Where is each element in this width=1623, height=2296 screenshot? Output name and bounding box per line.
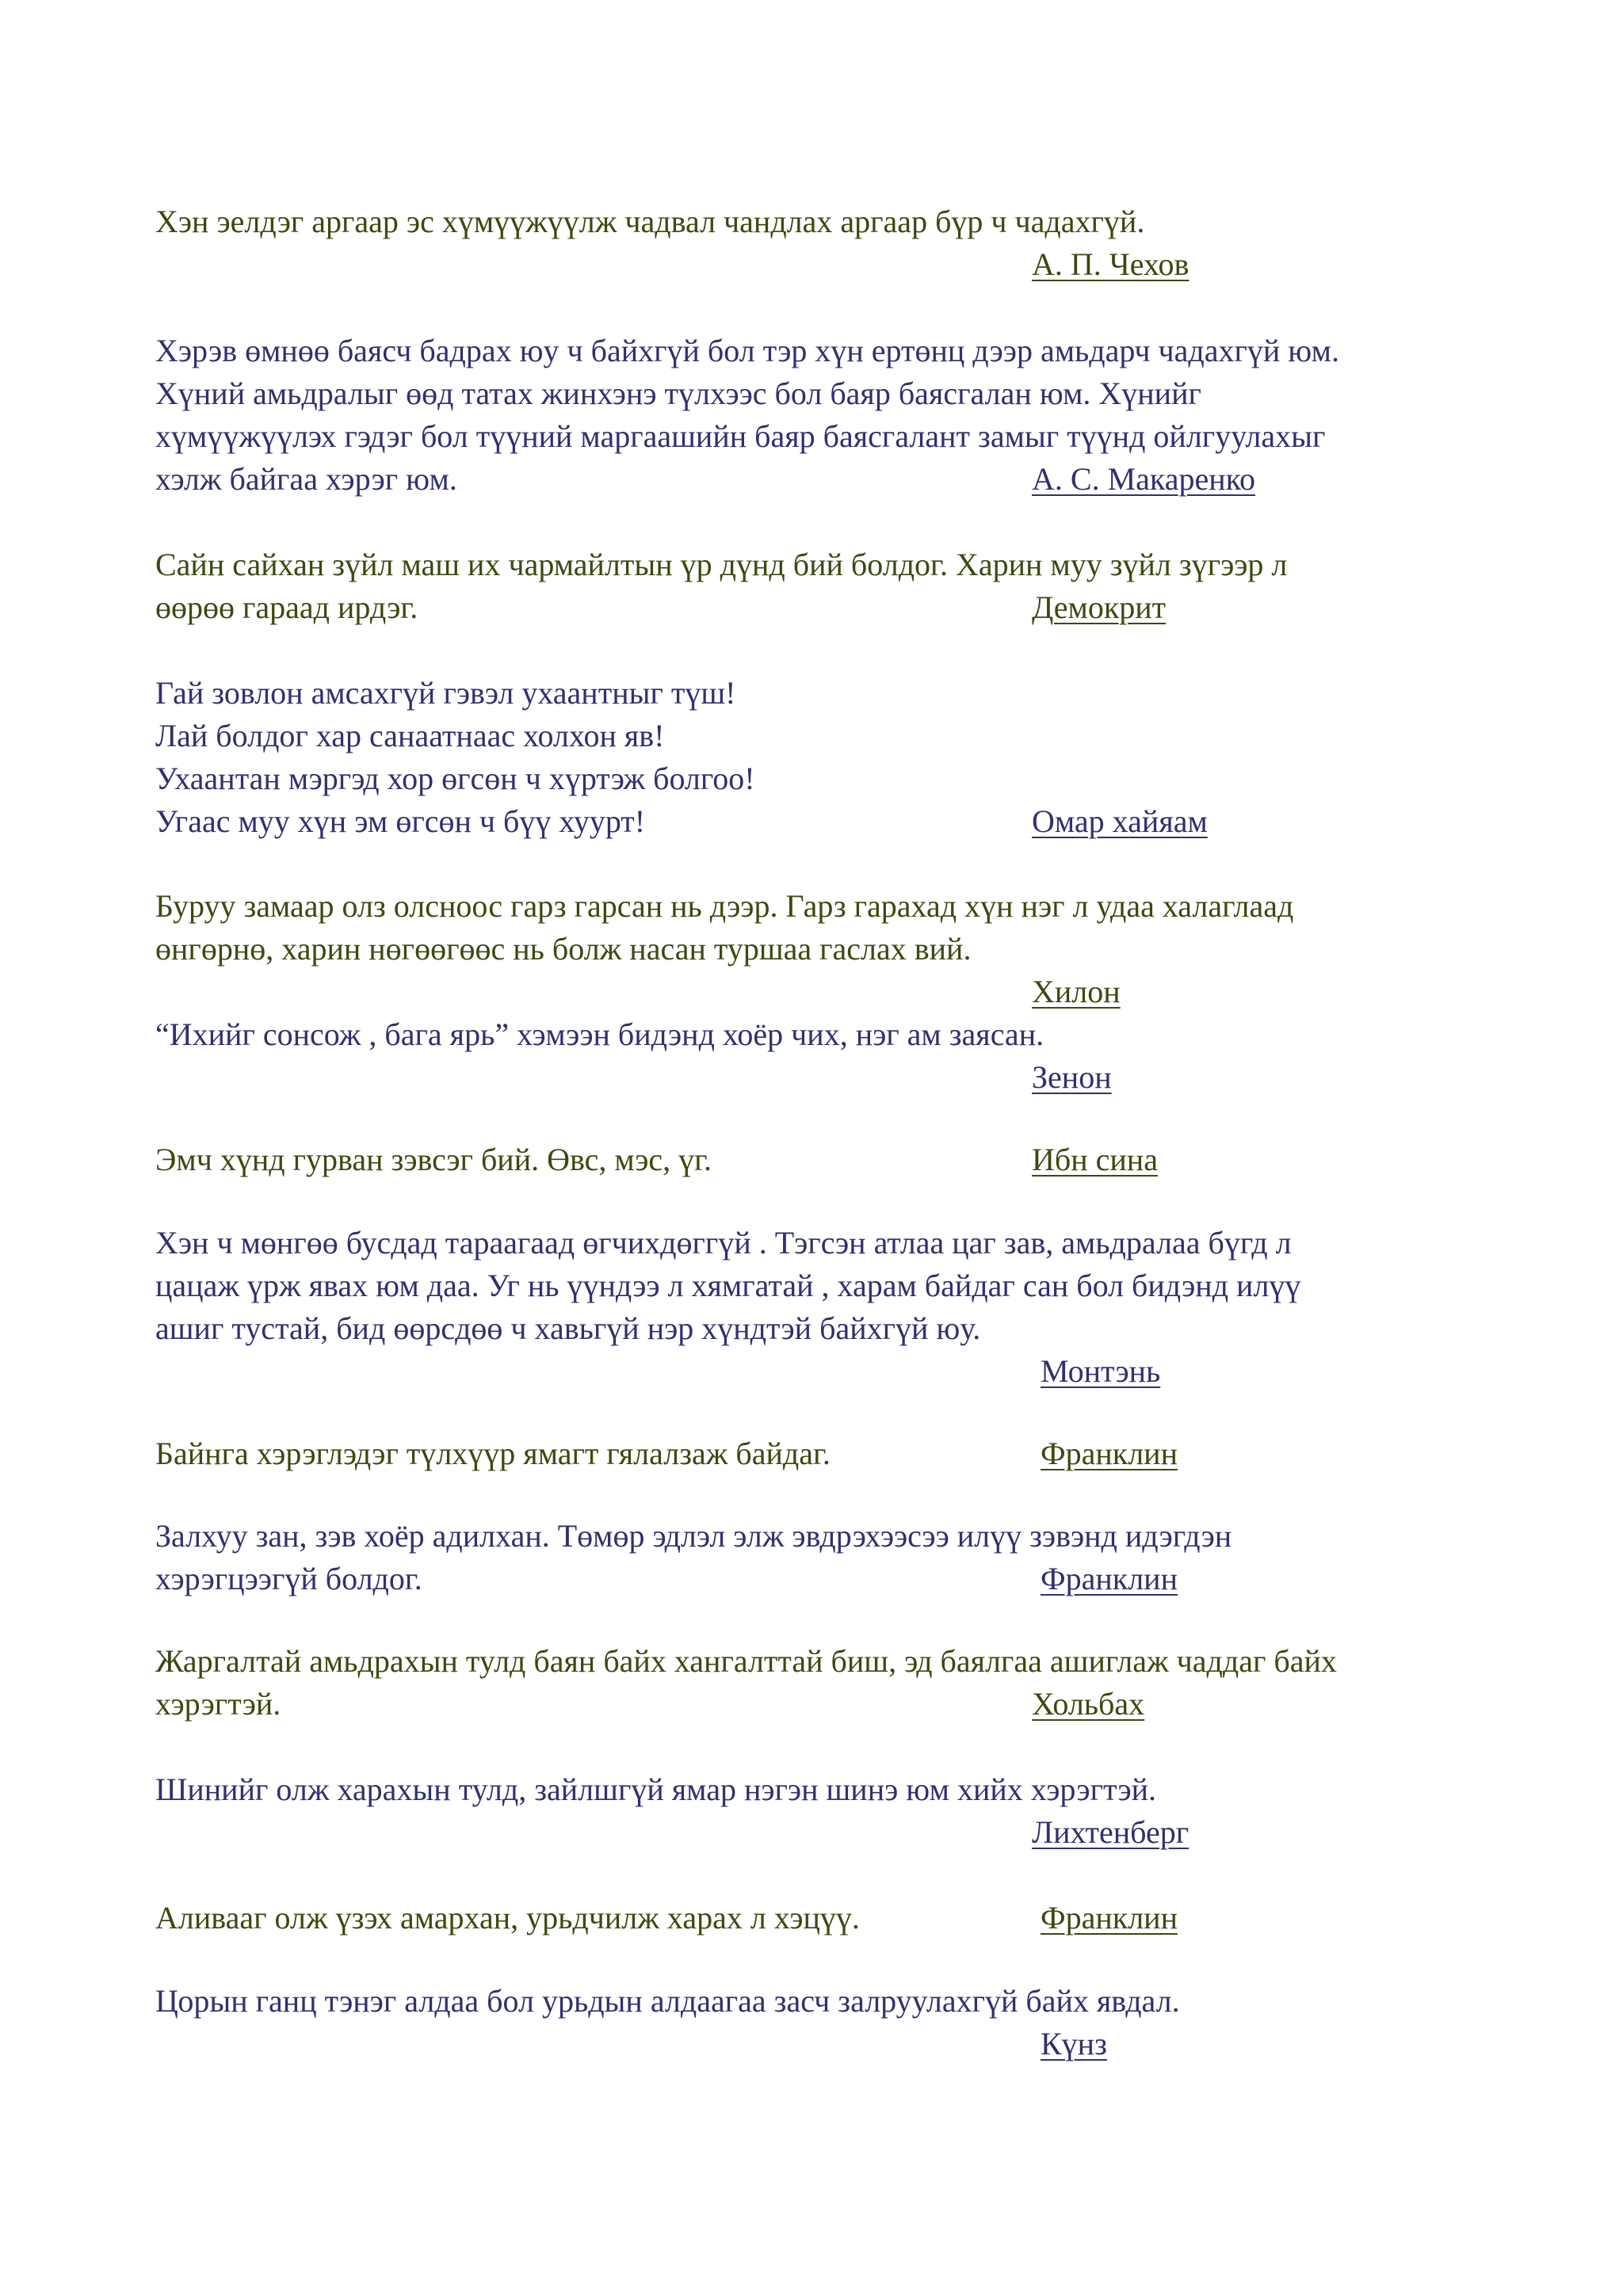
quote-text: өөрөө гараад ирдэг. (155, 589, 418, 625)
quote-text: Угаас муу хүн эм өгсөн ч бүү хуурт! (155, 803, 646, 839)
quote-text: ашиг тустай, бид өөрсдөө ч хавьгүй нэр хүндтэй байхгүй юу. (155, 1310, 981, 1346)
quote-author: Монтэнь (1041, 1353, 1161, 1389)
quote-author: Омар хайяам (1032, 803, 1208, 839)
quote-text: Аливааг олж үзэх амархан, урьдчилж харах л хэцүү. (155, 1900, 860, 1936)
quote-text: Цорын ганц тэнэг алдаа бол урьдын алдаагаа засч залруулахгүй байх явдал. (155, 1983, 1180, 2019)
quote-author: Күнз (1041, 2026, 1107, 2061)
quote-author: Франклин (1041, 1436, 1178, 1471)
quote-text: Эмч хүнд гурван зэвсэг бий. Өвс, мэс, үг. (155, 1142, 712, 1177)
quote-text: Хэн ч мөнгөө бусдад тараагаад өгчихдөггүй . Тэгсэн атлаа цаг зав, амьдралаа бүгд л (155, 1225, 1292, 1261)
quote-text: хэлж байгаа хэрэг юм. (155, 461, 457, 497)
quote-author: Хольбах (1032, 1686, 1145, 1722)
quote-author: А. П. Чехов (1032, 246, 1190, 282)
quote-text: хэрэгцээгүй болдог. (155, 1561, 422, 1596)
quote-text: Ухаантан мэргэд хор өгсөн ч хүртэж болгоо! (155, 761, 755, 796)
quote-text: цацаж үрж явах юм даа. Уг нь үүндээ л хямгатай , харам байдаг сан бол бидэнд илүү (155, 1268, 1301, 1303)
quote-text: Сайн сайхан зүйл маш их чармайлтын үр дүнд бий болдог. Харин муу зүйл зүгээр л (155, 547, 1288, 582)
quote-text: “Ихийг сонсож , бага ярь” хэмээн бидэнд хоёр чих, нэг ам заясан. (155, 1016, 1044, 1052)
quote-text: өнгөрнө, харин нөгөөгөөс нь болж насан туршаа гаслах вий. (155, 931, 972, 967)
quote-author: Демокрит (1032, 589, 1167, 625)
quote-text: Хэрэв өмнөө баясч бадрах юу ч байхгүй бол тэр хүн ертөнц дээр амьдарч чадахгүй юм. (155, 333, 1339, 368)
quote-author: Франклин (1041, 1561, 1178, 1596)
quote-text: Хүний амьдралыг өөд татах жинхэнэ түлхээс бол баяр баясгалан юм. Хүнийг (155, 376, 1201, 411)
quote-text: хүмүүжүүлэх гэдэг бол түүний маргаашийн баяр баясгалант замыг түүнд ойлгуулахыг (155, 418, 1326, 454)
quote-text: Шинийг олж харахын тулд, зайлшгүй ямар нэгэн шинэ юм хийх хэрэгтэй. (155, 1772, 1157, 1807)
quote-author: Франклин (1041, 1900, 1178, 1936)
quote-text: Хэн эелдэг аргаар эс хүмүүжүүлж чадвал чандлах аргаар бүр ч чадахгүй. (155, 204, 1145, 239)
quote-text: Буруу замаар олз олсноос гарз гарсан нь дээр. Гарз гарахад хүн нэг л удаа халаглаад (155, 888, 1294, 924)
quote-author: Зенон (1032, 1059, 1112, 1095)
quote-author: А. С. Макаренко (1032, 461, 1256, 497)
quote-text: Лай болдог хар санаатнаас холхон яв! (155, 718, 665, 753)
quote-author: Лихтенберг (1032, 1814, 1190, 1850)
quote-author: Ибн сина (1032, 1142, 1158, 1177)
quote-text: Залхуу зан, зэв хоёр адилхан. Төмөр эдлэл элж эвдрэхээсээ илүү зэвэнд идэгдэн (155, 1518, 1232, 1554)
quote-text: Жаргалтай амьдрахын тулд баян байх хангалттай биш, эд баялгаа ашиглаж чаддаг байх (155, 1643, 1337, 1679)
quote-text: хэрэгтэй. (155, 1686, 281, 1722)
quote-author: Хилон (1032, 974, 1121, 1009)
quote-text: Байнга хэрэглэдэг түлхүүр ямагт гялалзаж байдаг. (155, 1436, 831, 1471)
quote-text: Гай зовлон амсахгүй гэвэл ухаантныг түш! (155, 675, 736, 711)
